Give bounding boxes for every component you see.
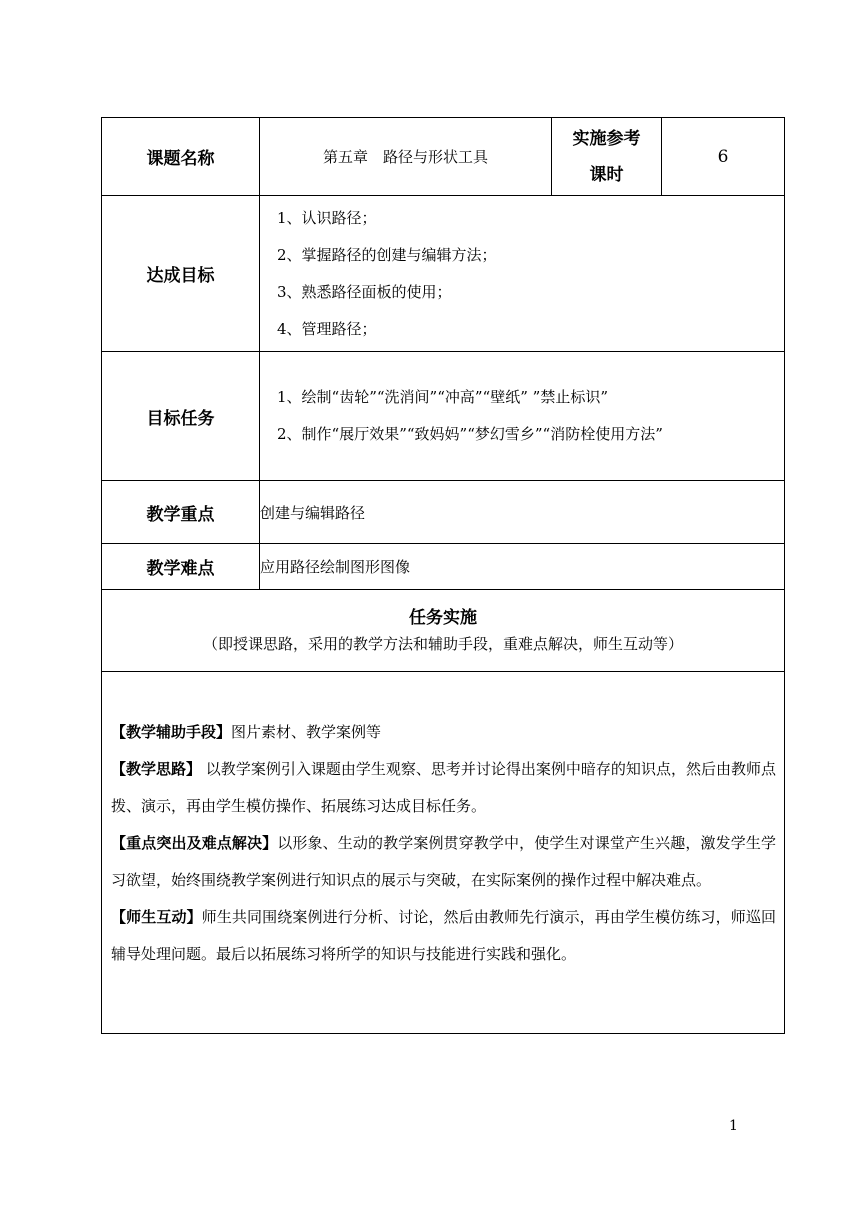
content-paragraph [102,751,784,825]
difficulty-value: 应用路径绘制图形图像 [260,544,785,590]
goal-item: 3、熟悉路径面板的使用； [277,282,452,301]
lesson-plan-table [101,117,785,1034]
task-item: 1、绘制“齿轮”“洗消间”“冲高”“壁纸” ”禁止标识” [277,388,608,406]
key-point-row [102,481,785,544]
content-tag: 【师生互动】 [111,908,202,926]
topic-label: 课题名称 [102,118,260,196]
content-paragraph [102,714,784,751]
hours-label [552,118,662,196]
content-row [102,672,785,1034]
content-paragraph [102,899,784,973]
tasks-list [260,352,785,481]
topic-value: 第五章 路径与形状工具 [260,118,552,196]
content-text: 以形象、生动的教学案例贯穿教学中，使学生对课堂产生兴趣，激发学生学习欲望，始终围绕教学案例进行知识点的展示与突破，在实际案例的操作过程中解决难点。 [111,834,776,889]
difficulty-label: 教学难点 [102,544,260,590]
implementation-header-row [102,590,785,672]
goals-row [102,196,785,352]
page-number: 1 [729,1118,738,1134]
goal-item: 1、认识路径； [277,208,377,227]
tasks-row [102,352,785,481]
goals-list [260,196,785,352]
key-point-value: 创建与编辑路径 [260,481,785,544]
key-point-label: 教学重点 [102,481,260,544]
content-paragraph [102,825,784,899]
implementation-subtitle: （即授课思路，采用的教学方法和辅助手段，重难点解决，师生互动等） [202,634,683,653]
content-tag: 【教学思路】 [111,760,202,778]
hours-label-line2: 课时 [589,164,624,185]
content-body [102,672,785,1034]
topic-row [102,118,785,196]
goals-label: 达成目标 [102,196,260,352]
tasks-label: 目标任务 [102,352,260,481]
implementation-title: 任务实施 [409,607,477,628]
hours-value: 6 [662,118,785,196]
implementation-header [102,590,785,672]
content-text: 图片素材、教学案例等 [231,723,382,741]
hours-label-line1: 实施参考 [572,128,641,149]
content-tag: 【教学辅助手段】 [111,723,232,741]
content-text: 师生共同围绕案例进行分析、讨论，然后由教师先行演示，再由学生模仿练习，师巡回辅导处理问题。最后以拓展练习将所学的知识与技能进行实践和强化。 [111,908,776,963]
task-item: 2、制作“展厅效果”“致妈妈”“梦幻雪乡”“消防栓使用方法” [277,425,663,443]
difficulty-row [102,544,785,590]
content-tag: 【重点突出及难点解决】 [111,834,278,852]
goal-item: 2、掌握路径的创建与编辑方法； [277,245,497,264]
goal-item: 4、管理路径； [277,319,377,338]
content-text: 以教学案例引入课题由学生观察、思考并讨论得出案例中暗存的知识点，然后由教师点拨、演示，再由学生模仿操作、拓展练习达成目标任务。 [111,760,776,815]
